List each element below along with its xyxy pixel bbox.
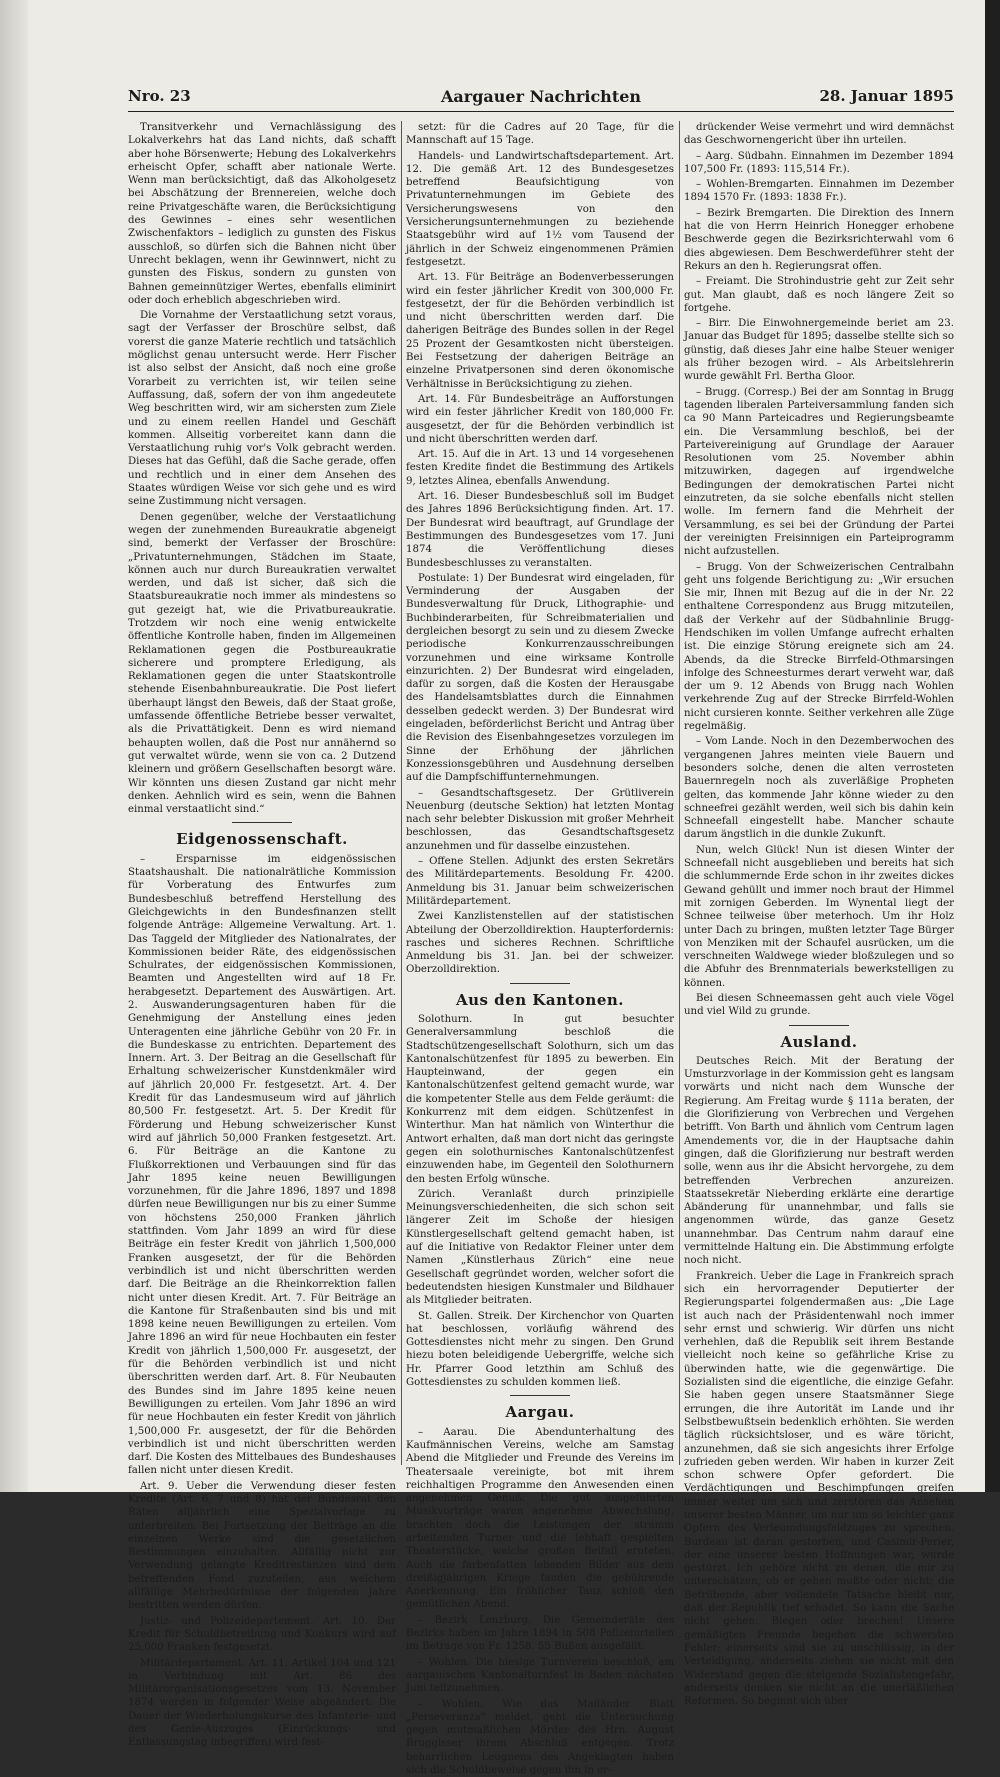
column-rule [679,121,680,1465]
paragraph: drückender Weise vermehrt und wird demnächst das Geschwornengericht über ihn urteilen. [684,122,954,147]
page-header [128,85,954,112]
divider [789,1025,849,1026]
divider [232,822,292,823]
paragraph: Art. 13. Für Beiträge an Bodenverbesserungen wird ein fester jährlicher Kredit von 300,000 Fr. festgesetzt, der für die Behörden verbindlich ist und nicht überschritten werden darf. Die daherigen Beiträge des Bundes sollen in der Regel 25 Prozent der Gesamtkosten nicht übersteigen. Bei Festsetzung der daherigen Beiträge an einzelne Privatpersonen sind deren ökonomische Verhältnisse in Berücksichtigung zu ziehen. [406,272,674,390]
paragraph: Postulate: 1) Der Bundesrat wird eingeladen, für Verminderung der Ausgaben der Bundesverwaltung für Druck, Lithographie- und Buchbinderarbeiten, für Schreibmaterialien und dergleichen besorgt zu sein und zu diesem Zwecke periodische Konkurrenzausschreibungen vorzunehmen und eine wirksame Kontrolle einzurichten. 2) Der Bundesrat wird eingeladen, dafür zu sorgen, daß die Kosten der Herausgabe des Handelsamtsblattes durch die Einnahmen desselben gedeckt werden. 3) Der Bundesrat wird eingeladen, beförderlichst Bericht und Antrag über die Revision des Eisenbahngesetzes vorzulegen im Sinne der Erhöhung der jährlichen Konzessionsgebühren und Ausdehnung derselben auf die Dampfschiffunternehmungen. [406,572,674,784]
paragraph: – Offene Stellen. Adjunkt des ersten Sekretärs des Militärdepartements. Besoldung Fr. 4200. Anmeldung bis 31. Januar beim schweizerischen Militärdepartement. [406,856,674,907]
section-heading: Eidgenossenschaft. [176,830,348,849]
paragraph: – Wohlen-Bremgarten. Einnahmen im Dezember 1894 1570 Fr. (1893: 1838 Fr.). [684,179,954,204]
issue-date: 28. Januar 1895 [819,87,954,105]
paragraph: Militärdepartement. Art. 11. Artikel 104 und 121 in Verbindung mit Art. 86 des Militärorganisationsgesetzes vom 13. November 1874 werden in folgender Weise abgeändert: Die Dauer der Wiederholungskurse des Infanterie- und des Genie-Auszuges (Einrückungs- und Entlassungstag inbegriffen) wird fest- [128,1657,396,1749]
column-1 [128,121,396,1749]
paragraph: St. Gallen. Streik. Der Kirchenchor von Quarten hat beschlossen, vorläufig während des Gottesdienstes nicht mehr zu singen. Den Grund hiezu boten beleidigende Uebergriffe, welche sich Hr. Pfarrer Good letzthin am Schluß des Gottesdienstes zu schulden kommen ließ. [406,1310,674,1389]
paragraph: – Bezirk Lenzburg. Die Gemeinderäte des Bezirks haben im Jahre 1894 in 508 Polizeiurteilen im Betrage von Fr. 1258. 55 Bußen ausgefällt. [406,1614,674,1653]
paragraph: setzt: für die Cadres auf 20 Tage, für die Mannschaft auf 15 Tage. [406,122,674,147]
paragraph: – Ersparnisse im eidgenössischen Staatshaushalt. Die nationalrätliche Kommission für Vorberatung des Entwurfes zum Bundesbeschluß betreffend Herstellung des Gleichgewichts in den Bundesfinanzen stellt folgende Anträge: Allgemeine Verwaltung. Art. 1. Das Taggeld der Mitglieder des Nationalrates, der Kommissionen beider Räte, des eidgenössischen Schulrates, der eidgenössischen Kommissionen, Beamten und Angestellten wird auf 18 Fr. herabgesetzt. Departement des Auswärtigen. Art. 2. Auswanderungsagenturen haben für die Genehmigung der Anstellung eines jeden Unteragenten eine jährliche Gebühr von 20 Fr. in die Bundeskasse zu entrichten. Departement des Innern. Art. 3. Der Beitrag an die Gesellschaft für Erhaltung schweizerischer Kunstdenkmäler wird auf jährlich 20,000 Fr. festgesetzt. Art. 4. Der Kredit für das Landesmuseum wird auf jährlich 80,500 Fr. festgesetzt. Art. 5. Der Kredit für Förderung und Hebung schweizerischer Kunst wird auf jährlich 50,000 Franken festgesetzt. Art. 6. Für Beiträge an die Kantone zu Flußkorrektionen und Verbauungen sind für das Jahr 1895 keine neuen Bewilligungen vorzunehmen, für die Jahre 1896, 1897 und 1898 dürfen neue Bewilligungen nur bis zu einer Summe von höchstens 250,000 Franken jährlich stattfinden. Vom Jahr 1899 an wird für diese Beiträge ein fester Kredit von jährlich 1,500,000 Franken ausgesetzt, der für die Behörden verbindlich ist und nicht überschritten werden darf. Die Beiträge an die Rheinkorrektion fallen nicht unter diesen Kredit. Art. 7. Für Beiträge an die Kantone für Straßenbauten sind bis und mit 1898 keine neuen Bewilligungen zu erteilen. Vom Jahre 1896 an wird für neue Hochbauten ein fester Kredit von jährlich 1,500,000 Fr. ausgesetzt, der für die Behörden verbindlich ist und nicht überschritten werden darf. Art. 8. Für Neubauten des Bundes sind im Jahre 1895 keine neuen Bewilligungen zu erteilen. Vom Jahr 1896 an wird für neue Hochbauten ein fester Kredit von jährlich 1,500,000 Fr. ausgesetzt, der für die Behörden verbindlich ist und nicht überschritten werden darf. Die Kosten des Mittelbaues des Bundeshauses fallen nicht unter diesen Kredit. [128,853,396,1477]
paragraph: Art. 16. Dieser Bundesbeschluß soll im Budget des Jahres 1896 Berücksichtigung finden. Art. 17. Der Bundesrat wird beauftragt, auf Grundlage der Bestimmungen des Bundesgesetzes vom 17. Juni 1874 die Veröffentlichung dieses Bundesbeschlusses zu veranstalten. [406,491,674,569]
column-3 [684,121,954,1708]
paragraph: Die Vornahme der Verstaatlichung setzt voraus, sagt der Verfasser der Broschüre selbst, daß vorerst die ganze Materie rechtlich und tatsächlich möglichst genau untersucht werde. Herr Fischer ist also selbst der Ansicht, daß noch eine große Vorarbeit zu verrichten ist, wir teilen seine Auffassung, daß, sofern der von ihm angedeutete Weg beschritten wird, wir am sichersten zum Ziele und zu einem reellen Handel und Geschäft kommen. Allseitig vorbereitet kann dann die Verstaatlichung ruhig vor's Volk gebracht werden. Dieses hat das Gefühl, daß die Sache gerade, offen und rechtlich und in einer dem Ansehen des Staates würdigen Weise vor sich gehe und es wird seine Zustimmung nicht versagen. [128,310,396,508]
paragraph: Deutsches Reich. Mit der Beratung der Umsturzvorlage in der Kommission geht es langsam vorwärts und nicht nach dem Wunsche der Regierung. Am Freitag wurde § 111a beraten, der die Glorifizierung von Verbrechen und Vergehen betrifft. Von Barth und ähnlich vom Centrum lagen Amendements vor, die in der Hauptsache dahin gingen, daß die Glorifizierung nur bestraft werden solle, wenn aus ihr die Absicht hervorgehe, zu dem betreffenden Verbrechen anzureizen. Staatssekretär Nieberding erklärte eine derartige Abänderung für unannehmbar, und falls sie angenommen würde, das ganze Gesetz unannehmbar. Das Centrum nahm darauf eine vermittelnde Haltung ein. Die Abstimmung erfolgte noch nicht. [684,1055,954,1267]
paragraph: – Aarau. Die Abendunterhaltung des Kaufmännischen Vereins, welche am Samstag Abend die Mitglieder und Freunde des Vereins im Theatersaale vereinigte, bot mit ihrem reichhaltigen Programme den Anwesenden einen angenehmen Genuß. Die gut ausgeführten Musikvorträge waren angenehme Abwechslung, brachten doch die Leistungen der stramm arbeitenden Turner und die lebhaft gespielten Theaterstücke, welche großen Beifall ernteten. Auch die farbenfatten lebenden Bilder aus dem dreißigjährigen Kriege fanden die gebührende Anerkennung. Ein fröhlicher Tanz schloß den gemütlichen Abend. [406,1426,674,1611]
paragraph: Art. 14. Für Bundesbeiträge an Aufforstungen wird ein fester jährlicher Kredit von 180,000 Fr. ausgesetzt, der für die Behörden verbindlich ist und nicht überschritten werden darf. [406,393,674,445]
paragraph: Art. 15. Auf die in Art. 13 und 14 vorgesehenen festen Kredite findet die Bestimmung des Artikels 9, letztes Alinea, ebenfalls Anwendung. [406,449,674,487]
divider [510,1395,570,1396]
masthead-title: Aargauer Nachrichten [440,87,642,106]
paragraph: Nun, welch Glück! Nun ist diesen Winter der Schneefall nicht ausgeblieben und bereits hat sich die schlummernde Erde schon in ihr zweites dickes Gewand gehüllt und immer noch braut der Himmel mit zornigen Geberden. Im Wynental liegt der Schnee teilweise über meterhoch. Um ihr Holz unter Dach zu bringen, mußten letzter Tage Bürger von Menziken mit der Schaufel ausrücken, um die verschneiten Waldwege wieder bloßzulegen und so die Abfuhr des Brennmaterials bewerkstelligen zu können. [684,844,954,989]
section-heading: Aargau. [505,1403,575,1422]
scan-edge [985,0,1000,1492]
section-heading: Ausland. [780,1032,858,1051]
divider [510,983,570,984]
issue-number: Nro. 23 [128,87,191,105]
paragraph: – Bezirk Bremgarten. Die Direktion des Innern hat die von Herrn Heinrich Honegger erhobene Beschwerde gegen die Bezirksrichterwahl vom 6 dies abgewiesen. Dem Beschwerdeführer steht der Rekurs an den h. Regierungsrat offen. [684,207,954,272]
paragraph: Solothurn. In gut besuchter Generalversammlung beschloß die Stadtschützengesellschaft Solothurn, sich um das Kantonalschützenfest für 1895 zu bewerben. Ein Haupteinwand, der gegen ein Kantonalschützenfest geltend gemacht wurde, war die kompetenter Stelle aus dem Felde geräumt: die Konkurrenz mit dem eidgen. Schützenfest in Winterthur. Man hat nämlich von Winterthur die Antwort erhalten, daß man dort nicht das geringste gegen ein solothurnisches Kantonalschützenfest einzuwenden habe, im Gegenteil den Solothurnern den besten Erfolg wünsche. [406,1014,674,1185]
newspaper-page [128,85,954,1777]
paragraph: – Wohlen. Die hiesige Turnverein beschloß, am aargauischen Kantonalturnfest in Baden nächsten Juni teilzunehmen. [406,1656,674,1695]
paragraph: Transitverkehr und Vernachlässigung des Lokalverkehrs hat das Land nichts, daß schafft aber hohe Börsenwerte; Hebung des Lokalverkehrs erheischt Opfer, schafft aber nationale Werte. Wenn man berücksichtigt, daß das Alkoholgesetz bei Abschätzung der Brennereien, welche doch reine Privatgeschäfte waren, die Berücksichtigung des Gewinnes – eines sehr wesentlichen Zwischenfaktors – lediglich zu gunsten des Fiskus ausschloß, so dürfen sich die Bahnen nicht über Unrecht beklagen, wenn ihr Gewinnwert, nicht zu gunsten des Fiskus, sondern zu gunsten von Bahnen gemeinnütziger Wertes, ebenfalls eliminirt oder doch erheblich abgeschrieben wird. [128,122,396,306]
paragraph: Handels- und Landwirtschaftsdepartement. Art. 12. Die gemäß Art. 12 des Bundesgesetzes betreffend Beaufsichtigung von Privatunternehmungen im Gebiete des Versicherungswesens von den Versicherungsunternehmungen zu beziehende Staatsgebühr wird auf 1½ vom Tausend der jährlich in der Schweiz eingenommenen Prämien festgesetzt. [406,150,674,268]
paragraph: Justiz- und Polizeidepartement. Art. 10. Der Kredit für Schuldbetreibung und Konkurs wird auf 25,000 Franken festgesetzt. [128,1615,396,1654]
paragraph: Zwei Kanzlistenstellen auf der statistischen Abteilung der Oberzolldirektion. Haupterfordernis: rasches und sicheres Rechnen. Schriftliche Anmeldung bis 31. Jan. bei der schweizer. Oberzolldirektion. [406,911,674,976]
page-gutter [0,0,28,1492]
paragraph: – Birr. Die Einwohnergemeinde beriet am 23. Januar das Budget für 1895; dasselbe stellte sich so günstig, daß dieses Jahr eine halbe Steuer weniger als früher bezogen wird. – Als Arbeitslehrerin wurde gewählt Frl. Bertha Gloor. [684,318,954,383]
column-2 [406,121,674,1777]
section-heading: Aus den Kantonen. [455,990,625,1009]
paragraph: – Vom Lande. Noch in den Dezemberwochen des vergangenen Jahres meinten viele Bauern und besonders solche, denen die alten verrosteten Bauernregeln noch als zuverläßige Propheten gelten, das kommende Jahr könne wieder zu den schneefrei gezählt werden, weil sich bis dahin kein Schneefall eingestellt habe. Mancher schaute darum ängstlich in die dunkle Zukunft. [684,736,954,841]
paragraph: Art. 9. Ueber die Verwendung dieser festen Kredite (Art. 6, 7 und 8) hat der Bundesrat den Räten alljährlich eine Spezialvorlage zu unterbreiten. Bei Fortsetzung der Beiträge an die einzelnen Werke sind die gesetzlichen Bestimmungen einzuhalten. Allfällig nicht zur Verwendung gelangte Kreditrestanzen sind dem betreffenden Fond zuzuteilen, aus welchem allfällige Mehrbedürfnisse der folgenden Jahre bestritten werden dürfen. [128,1480,396,1612]
paragraph: – Wohlen. Wie das Mailänder Blatt „Perseveranza“ meldet, geht die Untersuchung gegen mutmaßlichen Mörder des Hrn. August Bruggisser ihrem Abschluß entgegen. Trotz beharrlichen Leugnens des Angeklagten haben sich die Schuldbeweise gegen ihn in er- [406,1698,674,1777]
paragraph: Frankreich. Ueber die Lage in Frankreich sprach sich ein hervorragender Deputierter der Regierungspartei folgendermaßen aus: „Die Lage ist auch nach der Präsidentenwahl noch immer sehr ernst und schwierig. Wir dürfen uns nicht verhehlen, daß die Republik seit ihrem Bestande vielleicht noch keine so gefährliche Krise zu überwinden hatte, wie die gegenwärtige. Die Sozialisten sind die eigentliche, die einzige Gefahr. Sie haben gegen unsere Staatsmänner Siege errungen, die ihre Autorität im Lande und ihr Selbstbewußtsein bedenklich erhöhten. Sie werden täglich rücksichtsloser, und es wäre töricht, anzunehmen, daß sie sich angesichts ihrer Erfolge zufrieden geben werden. Wir haben in kurzer Zeit schon schwere Opfer gefordert. Die Verdächtigungen und Beschimpfungen greifen immer weiter um sich und zerstören das Ansehen unserer besten Männer, um nur um so leichter ganz Opfern des Verleumdungsfeldzuges zu sprechen. Burdeau ist daran gestorben, und Casimir-Perier, der eine unserer besten Hoffnungen war, wurde gestürzt. Ich gehöre nicht zu denen, die mir zu unterschätzen, ob er gehen mußte oder nicht; die Betrübende, aber vollendete Tatsache bleibt nur, daß der Republik tief schadet. So kann die Sache nicht gehen: Biegen oder brechen! Unsere gemäßigten Freunde begehen die schwersten Fehler; einerseits sind sie zu unschlüssig, in der Verteidigung, anderseits ziehen sie nicht mit den Widerstand gegen die steigende Sozialistengefahr, anderseits denken sie nicht an die unerläßlichen Reformen. So beginnt sich über [684,1270,954,1708]
paragraph: – Freiamt. Die Strohindustrie geht zur Zeit sehr gut. Man glaubt, daß es noch längere Zeit so fortgehe. [684,276,954,314]
paragraph: – Aarg. Südbahn. Einnahmen im Dezember 1894 107,500 Fr. (1893: 115,514 Fr.). [684,150,954,175]
paragraph: Zürich. Veranlaßt durch prinzipielle Meinungsverschiedenheiten, die sich schon seit längerer Zeit im Schoße der hiesigen Künstlergesellschaft geltend gemacht haben, ist auf die Initiative von Redaktor Fleiner unter dem Namen „Künstlerhaus Zürich“ eine neue Gesellschaft gegründet worden, welcher sofort die bedeutendsten hiesigen Kunstmaler und Bildhauer als Mitglieder beitraten. [406,1188,674,1307]
paragraph: Denen gegenüber, welche der Verstaatlichung wegen der zunehmenden Bureaukratie abgeneigt sind, bemerkt der Verfasser der Broschüre: „Privatunternehmungen, Städchen im Staate, können auch nur durch Bureaukratien verwaltet werden, und daß ist sicher, daß sich die Staatsbureaukratie noch immer als mindestens so gut gezeigt hat, wie die Privatbureaukratie. Trotzdem wir noch eine wenig entwickelte öffentliche Kontrolle haben, finden im Allgemeinen Reklamationen gegen die Postbureaukratie sicherere und promptere Erledigung, als Reklamationen gegen die unter Staatskontrolle stehende Eisenbahnbureaukratie. Die Post liefert überhaupt längst den Beweis, daß der Staat große, umfassende öffentliche Betriebe besser verwaltet, als die Privattätigkeit. Denn es wird niemand behaupten wollen, daß die Post nur annähernd so gut verwaltet würde, wenn sie von ca. 2 Dutzend kleinern und größern Gesellschaften besorgt wäre. Wir könnten uns diesen Zustand gar nicht mehr denken. Aehnlich wird es sein, wenn die Bahnen einmal verstaatlicht sind.“ [128,511,396,816]
column-rule [401,121,402,1465]
columns [128,121,954,1777]
paragraph: – Brugg. (Corresp.) Bei der am Sonntag in Brugg tagenden liberalen Parteiversammlung fanden sich ca 90 Mann Parteicadres und Regierungsbeamte ein. Die Versammlung beschloß, bei der Parteivereinigung auf Grundlage der Aarauer Resolutionen vom 25. November abhin mitzuwirken, dagegen auf irgendwelche Bedingungen der demokratischen Partei nicht einzutreten, da sie solche ebenfalls nicht stellen wolle. Im fernern fand die Mehrheit der Versammlung, es sei bei der Gründung der Partei der vereinigten Freisinnigen ein Parteiprogramm nicht aufzustellen. [684,386,954,558]
paragraph: – Gesandtschaftsgesetz. Der Grütliverein Neuenburg (deutsche Sektion) hat letzten Montag nach sehr belebter Diskussion mit großer Mehrheit beschlossen, das Gesandtschaftsgesetz anzunehmen und für dasselbe einzustehen. [406,787,674,852]
paragraph: Bei diesen Schneemassen geht auch viele Vögel und viel Wild zu grunde. [684,993,954,1018]
paragraph: – Brugg. Von der Schweizerischen Centralbahn geht uns folgende Berichtigung zu: „Wir ersuchen Sie mir, Ihnen mit Bezug auf die in der Nr. 22 enthaltene Correspondenz aus Brugg mitzuteilen, daß der Verkehr auf der Südbahnlinie Brugg-Hendschiken im vollen Umfange aufrecht erhalten ist. Die einzige Störung ereignete sich am 24. Abends, da die Strecke Birrfeld-Othmarsingen infolge des Schneesturmes derart verweht war, daß der um 9. 12 Abends von Brugg nach Wohlen verkehrende Zug auf der Strecke Birrfeld-Wohlen nicht cursieren konnte. Seither verkehren alle Züge regelmäßig. [684,561,954,733]
